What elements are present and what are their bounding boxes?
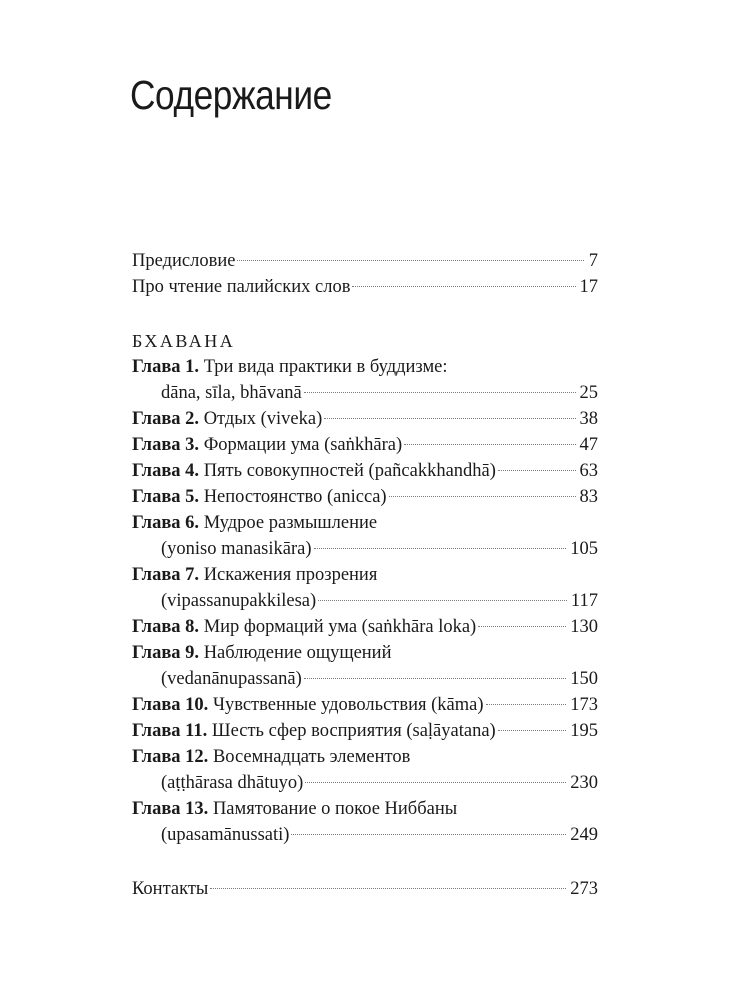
toc-page-number: 195 — [570, 721, 598, 741]
dot-leader — [314, 548, 567, 549]
chapter-label: Глава 7. — [132, 565, 200, 585]
chapter-label: Глава 5. — [132, 487, 200, 507]
toc-entry-title: Контакты — [132, 879, 209, 899]
chapter-label: Глава 2. — [132, 409, 200, 429]
dot-leader — [389, 496, 576, 497]
toc-entry-chapter-6-cont[interactable] — [132, 536, 598, 562]
toc-page-number: 273 — [570, 879, 598, 899]
toc-entry-chapter-6[interactable] — [132, 510, 598, 536]
toc-entry-title: Предисловие — [132, 251, 236, 271]
chapter-title-line2: (yoniso manasikāra) — [161, 539, 312, 559]
toc-entry-chapter-9[interactable] — [132, 640, 598, 666]
toc-entry-chapter-4[interactable] — [132, 458, 598, 484]
chapter-label: Глава 9. — [132, 643, 200, 663]
toc-entry-chapter-3[interactable] — [132, 432, 598, 458]
toc-page-number: 17 — [579, 277, 598, 297]
toc-page-number: 105 — [570, 539, 598, 559]
dot-leader — [352, 286, 575, 287]
toc-entry-pali-reading[interactable] — [132, 274, 598, 300]
chapter-title-line2: (upasamānussati) — [161, 825, 290, 845]
dot-leader — [404, 444, 575, 445]
chapter-title: Восемнадцать элементов — [212, 747, 411, 767]
chapter-title-line2: (vedanānupassanā) — [161, 669, 302, 689]
toc-page-number: 47 — [579, 435, 598, 455]
chapter-title: Пять совокупностей (pañcakkhandhā) — [203, 461, 496, 481]
chapter-title: Шесть сфер восприятия (saḷāyatana) — [211, 721, 496, 741]
toc-entry-title: Про чтение палийских слов — [132, 277, 351, 297]
dot-leader — [237, 260, 584, 261]
dot-leader — [305, 782, 566, 783]
dot-leader — [291, 834, 566, 835]
chapter-label: Глава 13. — [132, 799, 209, 819]
toc-page-number: 230 — [570, 773, 598, 793]
chapter-title: Формации ума (saṅkhāra) — [203, 435, 403, 455]
toc-entry-chapter-13-cont[interactable] — [132, 822, 598, 848]
toc-page-number: 83 — [579, 487, 598, 507]
chapter-title: Чувственные удовольствия (kāma) — [212, 695, 484, 715]
dot-leader — [478, 626, 566, 627]
toc-entry-chapter-10[interactable] — [132, 692, 598, 718]
dot-leader — [210, 888, 566, 889]
toc-page-number: 249 — [570, 825, 598, 845]
dot-leader — [486, 704, 567, 705]
section-heading: БХАВАНА — [132, 331, 236, 351]
toc-page-number: 38 — [579, 409, 598, 429]
dot-leader — [498, 470, 576, 471]
toc-entry-chapter-9-cont[interactable] — [132, 666, 598, 692]
chapter-label: Глава 10. — [132, 695, 209, 715]
dot-leader — [304, 392, 576, 393]
toc-entry-chapter-1[interactable] — [132, 354, 598, 380]
chapter-title: Искажения прозрения — [203, 565, 378, 585]
toc-page-number: 7 — [588, 251, 598, 271]
chapter-label: Глава 1. — [132, 357, 200, 377]
dot-leader — [324, 418, 575, 419]
toc-entry-chapter-7[interactable] — [132, 562, 598, 588]
toc-entry-preface[interactable] — [132, 248, 598, 274]
table-of-contents — [132, 248, 598, 902]
toc-page-number: 25 — [579, 383, 598, 403]
toc-entry-chapter-12-cont[interactable] — [132, 770, 598, 796]
toc-entry-contacts[interactable] — [132, 876, 598, 902]
toc-entry-chapter-8[interactable] — [132, 614, 598, 640]
chapter-label: Глава 8. — [132, 617, 200, 637]
chapter-title: Наблюдение ощущений — [203, 643, 392, 663]
chapter-title: Непостоянство (anicca) — [203, 487, 387, 507]
dot-leader — [498, 730, 567, 731]
toc-page-number: 63 — [579, 461, 598, 481]
chapter-label: Глава 12. — [132, 747, 209, 767]
chapter-label: Глава 3. — [132, 435, 200, 455]
toc-page-number: 117 — [570, 591, 598, 611]
toc-entry-chapter-5[interactable] — [132, 484, 598, 510]
toc-page-number: 130 — [570, 617, 598, 637]
chapter-title: Отдых (viveka) — [203, 409, 323, 429]
dot-leader — [304, 678, 567, 679]
chapter-label: Глава 6. — [132, 513, 200, 533]
dot-leader — [318, 600, 567, 601]
toc-page-number: 150 — [570, 669, 598, 689]
toc-entry-chapter-12[interactable] — [132, 744, 598, 770]
chapter-title-line2: dāna, sīla, bhāvanā — [161, 383, 302, 403]
spacer — [132, 848, 598, 876]
chapter-title: Мудрое размышление — [203, 513, 378, 533]
chapter-title: Мир формаций ума (saṅkhāra loka) — [203, 617, 477, 637]
toc-entry-chapter-13[interactable] — [132, 796, 598, 822]
chapter-label: Глава 11. — [132, 721, 208, 741]
page-title: Содержание — [130, 72, 332, 118]
toc-entry-chapter-1-cont[interactable] — [132, 380, 598, 406]
toc-entry-chapter-7-cont[interactable] — [132, 588, 598, 614]
chapter-label: Глава 4. — [132, 461, 200, 481]
chapter-title: Памятование о покое Ниббаны — [212, 799, 458, 819]
toc-entry-chapter-11[interactable] — [132, 718, 598, 744]
chapter-title: Три вида практики в буддизме: — [203, 357, 448, 377]
toc-page-number: 173 — [570, 695, 598, 715]
toc-entry-chapter-2[interactable] — [132, 406, 598, 432]
chapter-title-line2: (aṭṭhārasa dhātuyo) — [161, 773, 304, 793]
chapter-title-line2: (vipassanupakkilesa) — [161, 591, 317, 611]
